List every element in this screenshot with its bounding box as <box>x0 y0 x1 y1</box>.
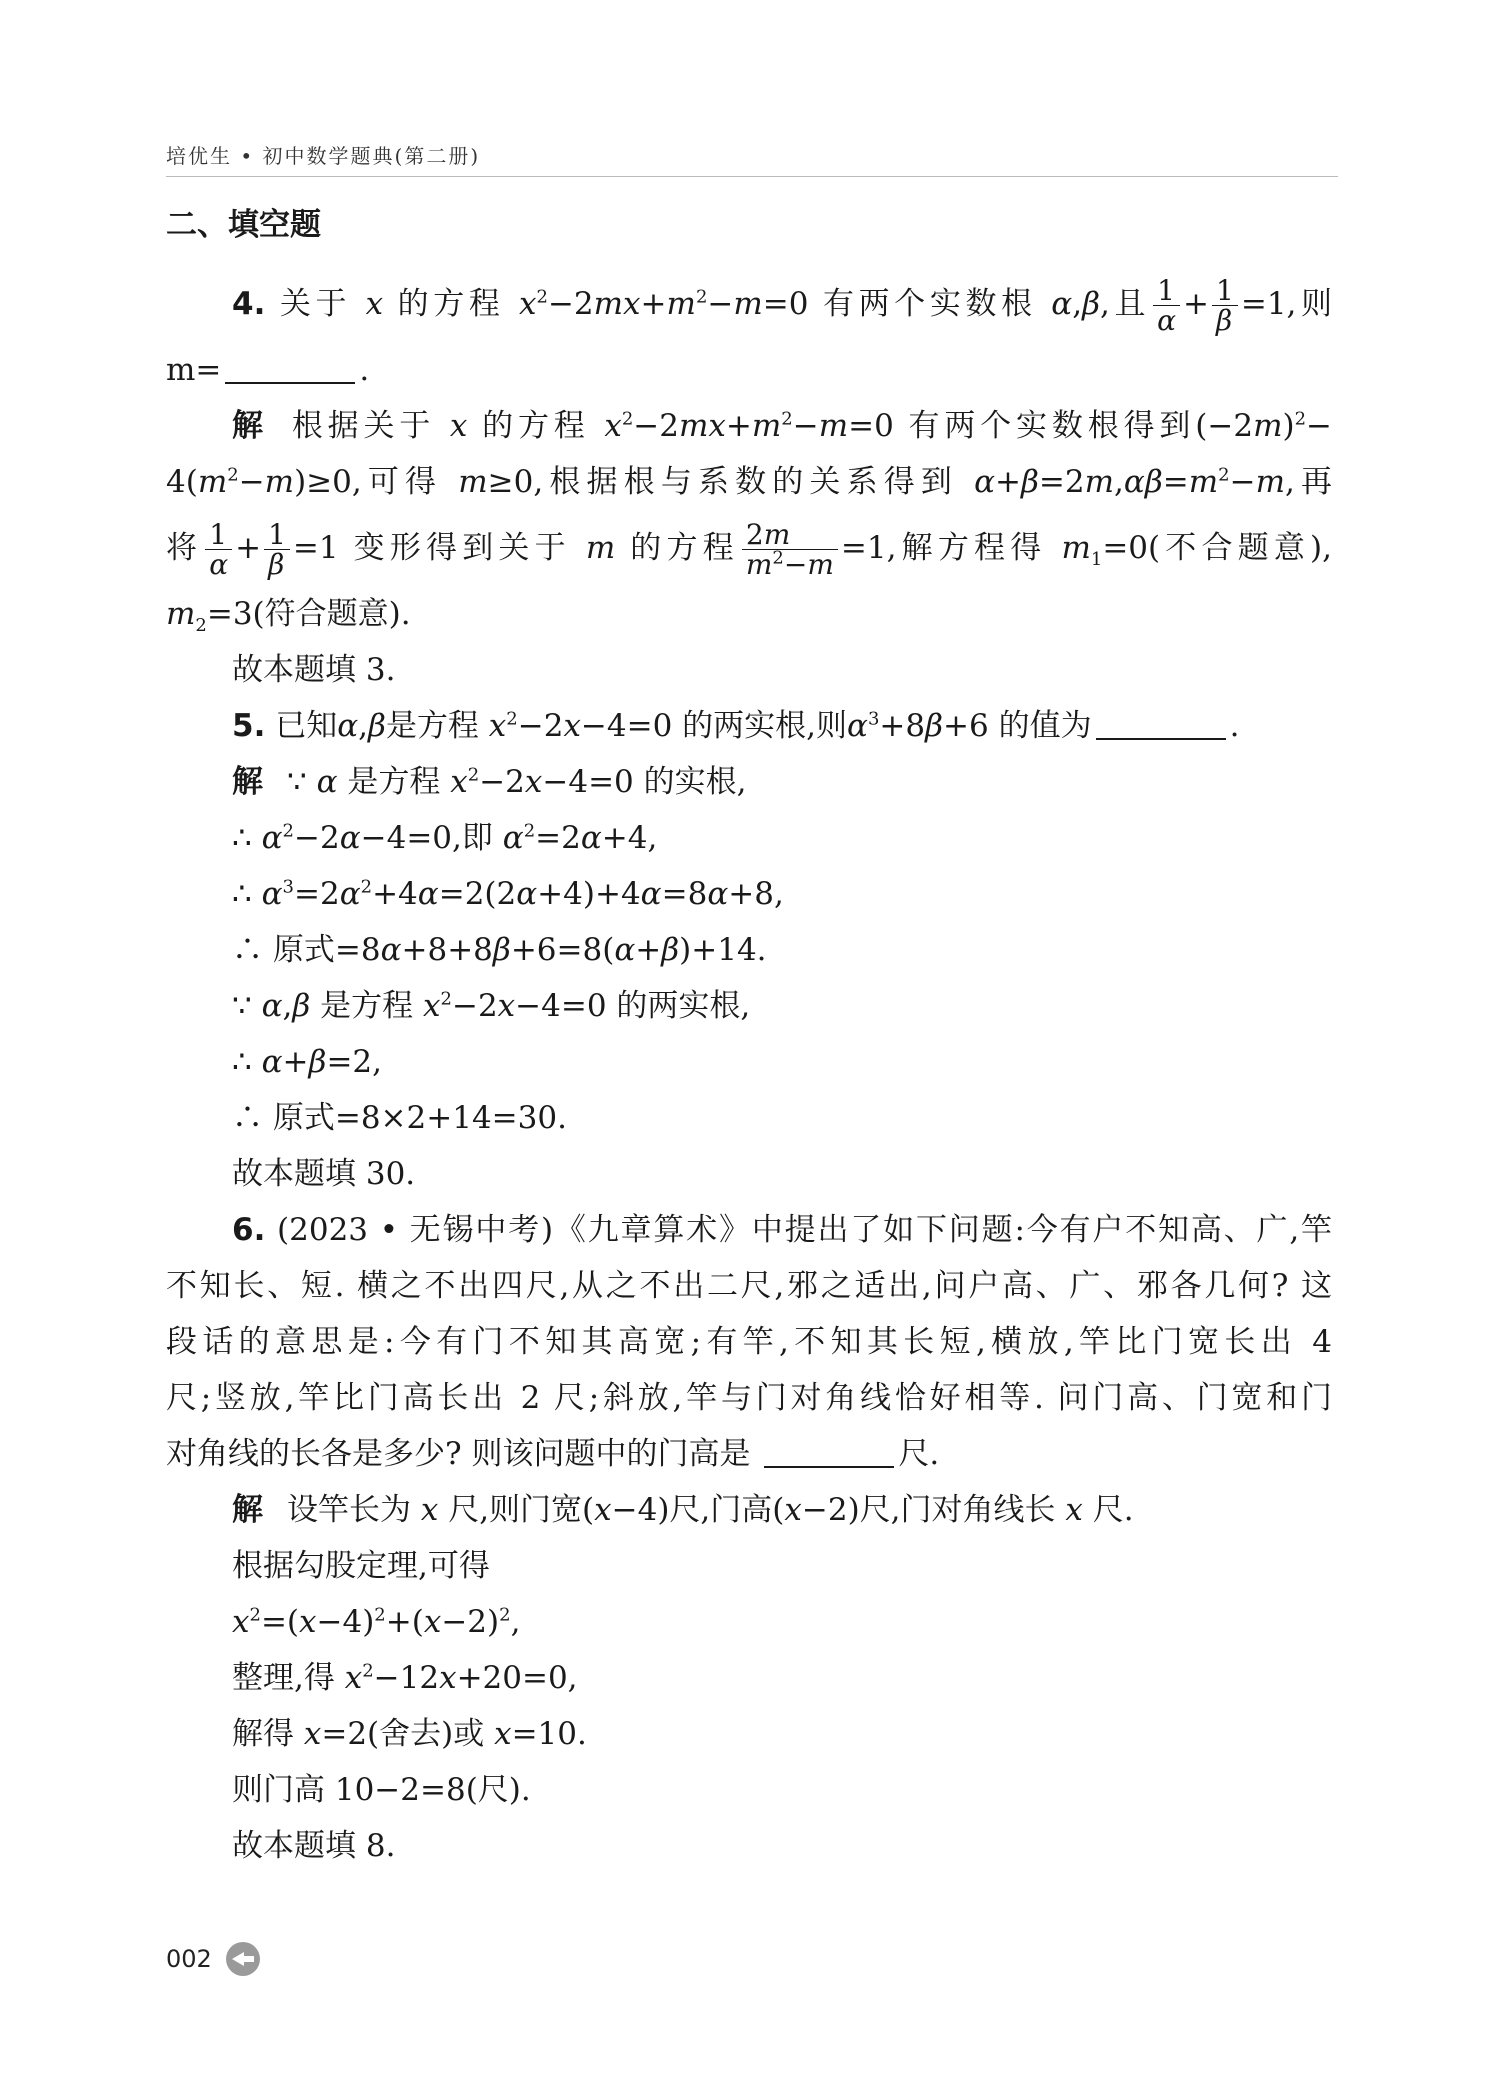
q4-solution-line-4: $m_2=3$(符合题意). <box>166 596 411 637</box>
answer-blank[interactable] <box>225 352 355 384</box>
q4-answer-line: m= . <box>166 352 370 388</box>
q6-fill: 故本题填 8. <box>232 1828 396 1864</box>
q5-solution-line-2: ∴ $\alpha^2-2\alpha-4=0$,即 $\alpha^2=2\alpha+4$, <box>232 820 658 856</box>
q4-solution-line-2: $4(m^2-m)\ge 0$,可得 m≥0,根据根与系数的关系得到 $\alpha+\beta=2m,\alpha\beta=m^2-m$,再 <box>166 464 1332 500</box>
q6-stem-line-3: 段话的意思是:今有门不知其高宽;有竿,不知其长短,横放,竿比门宽长出 4 <box>166 1324 1332 1360</box>
q6-stem-line-2: 不知长、短. 横之不出四尺,从之不出二尺,邪之适出,问户高、广、邪各几何? 这 <box>166 1268 1332 1304</box>
q5-solution-line-7: ∴ 原式=8×2+14=30. <box>232 1100 567 1136</box>
q5-stem: 5. 已知α,β是方程 $x^2-2x-4=0$ 的两实根,则$\alpha^3+8\beta+6$ 的值为 . <box>232 708 1240 744</box>
page-footer <box>166 1942 260 1976</box>
q4-stem: 4. 关于 x 的方程 $x^2-2mx+m^2-m=0$ 有两个实数根 α,β,且 $\frac{1}{\alpha}$ + $\frac{1}{\beta}$ =1,则 <box>232 273 1333 337</box>
q5-solution-line-1: 解 ∵ α 是方程 $x^2-2x-4=0$ 的实根, <box>232 764 747 800</box>
q5-solution-line-3: ∴ $\alpha^3=2\alpha^2+4\alpha=2(2\alpha+4)+4\alpha=8\alpha+8$, <box>232 876 784 912</box>
q4-fill: 故本题填 3. <box>232 652 396 688</box>
page-content <box>166 204 1332 1874</box>
answer-blank[interactable] <box>1096 708 1226 740</box>
q5-solution-line-6: ∴ α+β=2, <box>232 1044 382 1080</box>
solution-label: 解 <box>232 1492 263 1528</box>
q6-stem-line-4: 尺;竖放,竿比门高长出 2 尺;斜放,竿与门对角线恰好相等. 问门高、门宽和门 <box>166 1380 1332 1416</box>
q6-solution-line-5: 解得 x=2(舍去)或 x=10. <box>232 1716 587 1752</box>
q5-solution-line-5: ∵ α,β 是方程 $x^2-2x-4=0$ 的两实根, <box>232 988 751 1024</box>
q4-solution-line-3: 将 $\frac{1}{\alpha}$ + $\frac{1}{\beta}$ =1 变形得到关于 m 的方程 $\frac{2m}{m^2-m}$ =1,解方程得 $m_1=0$(不合题意), <box>166 517 1332 581</box>
q6-stem-line-5: 对角线的长各是多少? 则该问题中的门高是 尺. <box>166 1436 940 1472</box>
solution-label: 解 <box>232 764 263 800</box>
q6-solution-line-6: 则门高 10−2=8(尺). <box>232 1772 531 1808</box>
solution-label: 解 <box>232 408 268 444</box>
q5-solution-line-4: ∴ 原式=8α+8+8β+6=8(α+β)+14. <box>232 932 767 968</box>
q6-stem-line-1: 6. (2023 • 无锡中考)《九章算术》中提出了如下问题:今有户不知高、广,竿 <box>232 1212 1332 1248</box>
q6-solution-line-1: 解 设竿长为 x 尺,则门宽(x−4)尺,门高(x−2)尺,门对角线长 x 尺. <box>232 1492 1134 1528</box>
answer-blank[interactable] <box>764 1436 894 1468</box>
page-number: 002 <box>166 1945 212 1973</box>
q6-solution-line-3: $x^2=(x-4)^2+(x-2)^2$, <box>232 1604 521 1640</box>
back-arrow-icon[interactable] <box>226 1942 260 1976</box>
question-number: 6. <box>232 1212 266 1248</box>
q5-fill: 故本题填 30. <box>232 1156 416 1192</box>
q4-solution-line-1: 解 根据关于 x 的方程 $x^2-2mx+m^2-m=0$ 有两个实数根得到$(-2m)^2-$ <box>232 408 1333 444</box>
question-number: 4. <box>232 286 266 322</box>
running-header: 培优生 • 初中数学题典(第二册) <box>166 144 481 168</box>
q6-solution-line-2: 根据勾股定理,可得 <box>232 1548 490 1584</box>
question-number: 5. <box>232 708 266 744</box>
header-rule <box>166 176 1338 177</box>
section-title: 二、填空题 <box>166 207 321 243</box>
q6-solution-line-4: 整理,得 $x^2-12x+20=0$, <box>232 1660 578 1696</box>
